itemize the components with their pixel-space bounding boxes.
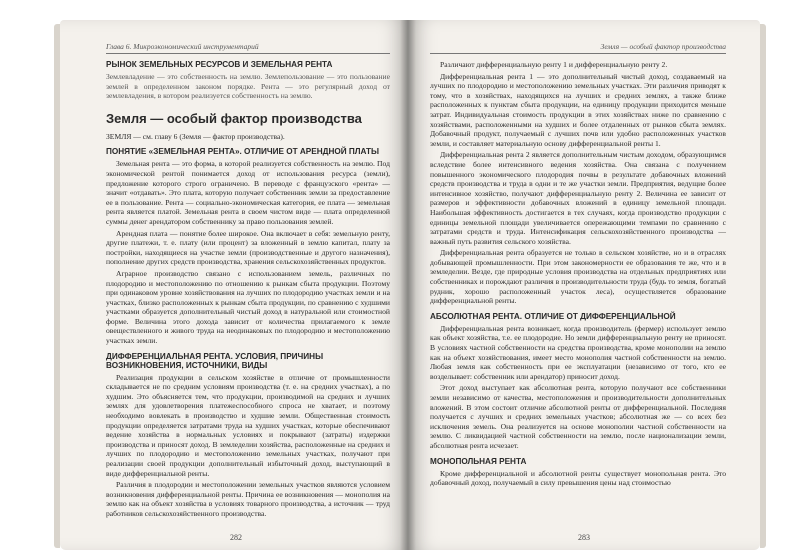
paragraph: Аграрное производство связано с использованием земель, различных по плодородию и местоположению по отношению к рынкам сбыта продукции. Поэтому при одинаковом уровне хозяйствования на лучших по плодородию участках земли и на участках, близко расположенных к рынкам сбыта продукции, по сравнению с худшими участками образуется дополнительный чистый доход в натуральной или стоимостной форме. Величина этого дохода зависит от количества прилагаемого к земле овеществленного и живого труда на неодинаковых по плодородию и местоположению участках земли. <box>106 268 390 346</box>
heading-differential-rent: ДИФФЕРЕНЦИАЛЬНАЯ РЕНТА. УСЛОВИЯ, ПРИЧИНЫ ВОЗНИКНОВЕНИЯ, ИСТОЧНИКИ, ВИДЫ <box>106 351 324 370</box>
paragraph: Различают дифференциальную ренту 1 и дифференциальную ренту 2. <box>440 60 668 69</box>
right-page-edge <box>760 24 766 548</box>
paragraph: Реализация продукции в сельском хозяйстве в отличие от промышленности складывается не по средним условиям производства (т. е. на средних участках), а по худшим. Это объясняется тем, что продукции, производимой на средних и лучших землях для удовлетворения платежеспособного спроса не хватает, и поэтому необходимо вовлекать в производство и худшие земли. Общественная стоимость продукции определяется затратами труда на худших участках, которые обеспечивают ведение хозяйства в нормальных условиях и покрывают (затраты) издержки производства и приносят доход. В земледелии хозяйства, расположенные на средних и лучших по плодородию и местоположению земельных участках, получают при реализации своей продукции дополнительный избыточный доход, выступающий в виде дифференциальной ренты. <box>106 372 390 478</box>
left-page <box>60 20 408 550</box>
page-number: 282 <box>230 533 242 542</box>
paragraph: Дифференциальная рента возникает, когда производитель (фермер) использует землю как объект хозяйства, т.е. ее плодородие. Но земли дифференциальную ренту не приносят. В условиях частной собственности на средства производства, кроме монополии на землю как на объект хозяйствования, имеет место монополия частной собственности на землю. Любая земля как собственность при ее эксплуатации (независимо от того, кто ее возделывает: собственник или арендатор) приносит доход. <box>430 323 726 381</box>
paragraph: Арендная плата — понятие более широкое. Она включает в себя: земельную ренту, другие платежи, т. е. плату (или процент) за вложенный в землю капитал, плату за постройки, находящиеся на участке земли (производственные и другого назначения), пополнение других средств производства, хранения сельскохозяйственных продуктов. <box>106 228 390 267</box>
section-title: РЫНОК ЗЕМЕЛЬНЫХ РЕСУРСОВ И ЗЕМЕЛЬНАЯ РЕНТА <box>106 60 333 69</box>
heading-monopoly-rent: МОНОПОЛЬНАЯ РЕНТА <box>430 456 527 466</box>
paragraph: Дифференциальная рента образуется не только в сельском хозяйстве, но и в отраслях добывающей промышленности. При этом закономерности ее образования те же, что и в земледелии. Везде, где природные условия производства на отдельных предприятиях или собственниках и порождают различия в производительности труда (будь то земля, богатый рудник, хорошо расположенный участок леса), осуществляется образование дифференциальной ренты. <box>430 248 726 306</box>
paragraph: Дифференциальная рента 1 — это дополнительный чистый доход, создаваемый на лучших по плодородию и местоположению земельных участках. Эти различия приводят к тому, что в хозяйствах, находящихся на лучших и средних землях, а также ближе расположенных к пунктам сбыта продукции, на единицу продукции приходится меньше затрат. Индивидуальная стоимость продукции в этих хозяйствах ниже по сравнению с хозяйствами, расположенными на худших и более отдаленных от рынков сбыта землях. Добавочный продукт, получаемый с лучших почв или удобно расположенных участков земли, и составляет материальную основу дифференциальной ренты 1. <box>430 71 726 148</box>
heading-absolute-rent: АБСОЛЮТНАЯ РЕНТА. ОТЛИЧИЕ ОТ ДИФФЕРЕНЦИАЛЬНОЙ <box>430 311 676 321</box>
right-page-content <box>430 42 726 528</box>
book-gutter <box>400 20 416 550</box>
heading-rent: ПОНЯТИЕ «ЗЕМЕЛЬНАЯ РЕНТА». ОТЛИЧИЕ ОТ АРЕНДНОЙ ПЛАТЫ <box>106 147 380 157</box>
paragraph: Различия в плодородии и местоположении земельных участков являются условием возникновения дифференциальной ренты. Причина ее возникновения — монополия на землю как на объект хозяйства в условиях товарного производства, а источник — труд работников сельскохозяйственного производства. <box>106 480 390 518</box>
cross-reference: ЗЕМЛЯ — см. главу 6 (Земля — фактор производства). <box>106 131 285 141</box>
left-page-content <box>106 42 390 528</box>
running-head: Земля — особый фактор производства <box>430 42 726 54</box>
paragraph: Этот доход выступает как абсолютная рента, которую получают все собственники земли независимо от качества, местоположения и производительности дополнительных вложений. В этом состоит отличие абсолютной ренты от дифференциальной. Последняя получается с лучших и средних земельных участков; абсолютная же — со всех без исключения земель. Она реализуется на основе монополии частной собственности на землю. С ликвидацией частной собственности на землю, после национализации земли, абсолютная рента исчезает. <box>430 383 726 450</box>
paragraph: Дифференциальная рента 2 является дополнительным чистым доходом, образующимся вследствие более интенсивного ведения хозяйства. Она связана с получением повышенного экономического плодородия почвы в результате добавочных вложений средств производства и труда в одни и те же участки земли. Предприятия, ведущие более интенсивное хозяйство, получают дифференциальную ренту 2. Величина ее зависит от размеров и эффективности добавочных вложений в единицу земельной площади. Наибольшая эффективность достигается в тех случаях, когда производство продукции с единицы земельной площади увеличивается опережающими темпами по сравнению с затратами средств и труда. Интенсификация сельскохозяйственного производства — важный путь развития сельского хозяйства. <box>430 150 726 246</box>
paragraph: Земельная рента — это форма, в которой реализуется собственность на землю. Под экономической рентой понимается доход от использования ресурса (земли), предложение которого строго ограничено. В переводе с французского «рента» — значит «отдавать». Это плата, которую получает собственник земли за предоставление ее в пользование. Рента — социально-экономическая категория, ее плата — земельная рента является платой. Земельная рента в своем чистом виде — плата определенной суммы денег арендатором собственнику за право пользования землей. <box>106 159 390 226</box>
gloss-paragraph: Землевладение — это собственность на землю. Землепользование — это пользование землей в определенном законом порядке. Рента — это регулярный доход от землевладения, в котором реализуется собственность на землю. <box>106 72 390 101</box>
open-book <box>60 20 760 555</box>
right-page <box>408 20 760 550</box>
paragraph: Кроме дифференциальной и абсолютной ренты существует монопольная рента. Это добавочный доход, получаемый в силу превышения цены над стоимостью <box>430 468 726 488</box>
running-head: Глава 6. Микроэкономический инструментарий <box>106 42 390 54</box>
page-number: 283 <box>578 533 590 542</box>
chapter-title: Земля — особый фактор производства <box>106 110 362 126</box>
